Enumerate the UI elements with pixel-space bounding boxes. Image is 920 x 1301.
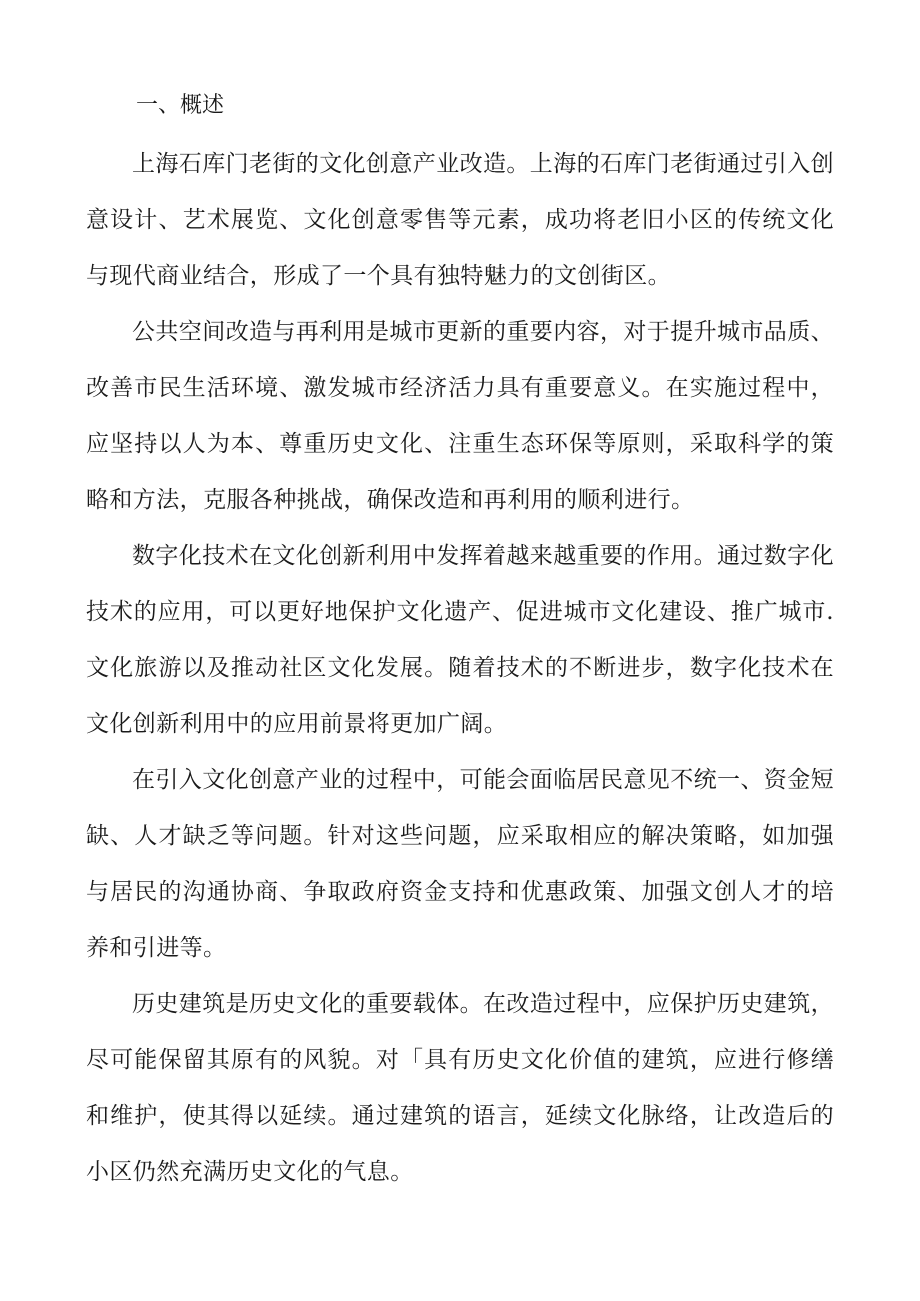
paragraph-historic-buildings: 历史建筑是历史文化的重要载体。在改造过程中，应保护历史建筑，尽可能保留其原有的风貌。对「具有历史文化价值的建筑，应进行修缮和维护，使其得以延续。通过建筑的语言，延续文化脉络，让改造后的小区仍然充满历史文化的气息。: [86, 991, 834, 1185]
paragraph-public-space: 公共空间改造与再利用是城市更新的重要内容，对于提升城市品质、改善市民生活环境、激发城市经济活力具有重要意义。在实施过程中，应坚持以人为本、尊重历史文化、注重生态环保等原则，采取科学的策略和方法，克服各种挑战，确保改造和再利用的顺利进行。: [86, 319, 834, 513]
paragraph-challenges: 在引入文化创意产业的过程中，可能会面临居民意见不统一、资金短缺、人才缺乏等问题。针对这些问题，应采取相应的解决策略，如加强与居民的沟通协商、争取政府资金支持和优惠政策、加强文创人才的培养和引进等。: [86, 767, 834, 961]
paragraph-digital-tech: 数字化技术在文化创新利用中发挥着越来越重要的作用。通过数字化技术的应用，可以更好地保护文化遗产、促进城市文化建设、推广城市.文化旅游以及推动社区文化发展。随着技术的不断进步，数字化技术在文化创新利用中的应用前景将更加广阔。: [86, 543, 834, 737]
section-heading: 一、概述: [136, 93, 225, 118]
paragraph-shikumen: 上海石库门老街的文化创意产业改造。上海的石库门老街通过引入创意设计、艺术展览、文化创意零售等元素，成功将老旧小区的传统文化与现代商业结合，形成了一个具有独特魅力的文创街区。: [86, 151, 834, 289]
